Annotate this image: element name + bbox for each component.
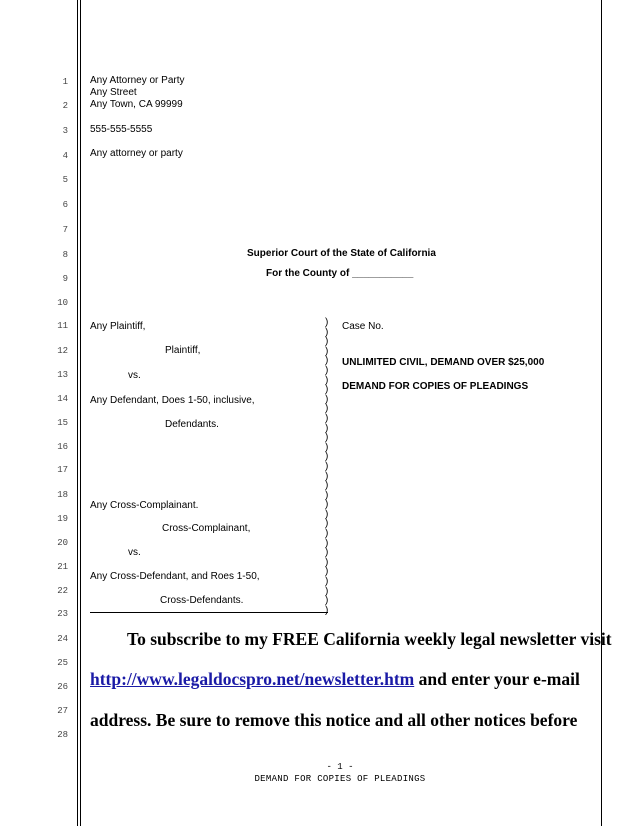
line-number: 20 bbox=[57, 538, 68, 548]
court-name: Superior Court of the State of California bbox=[247, 248, 436, 259]
plaintiff-role: Plaintiff, bbox=[165, 345, 201, 356]
caption-paren: ) bbox=[325, 604, 329, 616]
caption-paren: ) bbox=[325, 489, 329, 501]
line-number: 18 bbox=[57, 490, 68, 500]
notice-line-2 bbox=[90, 669, 580, 690]
caption-paren: ) bbox=[325, 480, 329, 492]
defendant-role: Defendants. bbox=[165, 419, 219, 430]
notice-line-1: To subscribe to my FREE California weekly legal newsletter visit bbox=[127, 629, 612, 649]
line-number: 11 bbox=[57, 321, 68, 331]
caption-paren: ) bbox=[325, 566, 329, 578]
notice-line-3: address. Be sure to remove this notice and all other notices before bbox=[90, 710, 578, 730]
caption-paren: ) bbox=[325, 317, 329, 328]
line-number: 28 bbox=[57, 730, 68, 740]
cross-complainant-role: Cross-Complainant, bbox=[162, 523, 251, 534]
caption-paren: ) bbox=[325, 470, 329, 482]
line-number: 2 bbox=[62, 101, 68, 111]
line-number: 13 bbox=[57, 370, 68, 380]
notice-line-2-rest: and enter your e-mail bbox=[414, 669, 580, 689]
attorney-for: Any attorney or party bbox=[90, 148, 183, 159]
caption-paren: ) bbox=[325, 364, 329, 376]
caption-paren: ) bbox=[325, 518, 329, 530]
caption-paren-column bbox=[325, 318, 335, 615]
line-number: 19 bbox=[57, 514, 68, 524]
cross-defendant-name: Any Cross-Defendant, and Roes 1-50, bbox=[90, 571, 260, 582]
right-margin-rule bbox=[601, 0, 602, 826]
line-number: 8 bbox=[62, 250, 68, 260]
document-title: DEMAND FOR COPIES OF PLEADINGS bbox=[342, 381, 529, 392]
footer-document-title: DEMAND FOR COPIES OF PLEADINGS bbox=[254, 774, 426, 784]
line-number: 15 bbox=[57, 418, 68, 428]
caption-paren: ) bbox=[325, 422, 329, 434]
line-number: 12 bbox=[57, 346, 68, 356]
caption-paren: ) bbox=[325, 460, 329, 472]
line-number: 23 bbox=[57, 609, 68, 619]
caption-paren: ) bbox=[325, 393, 329, 405]
caption-paren: ) bbox=[325, 355, 329, 367]
caption-paren: ) bbox=[325, 499, 329, 511]
line-number: 24 bbox=[57, 634, 68, 644]
line-number: 21 bbox=[57, 562, 68, 572]
line-number: 3 bbox=[62, 126, 68, 136]
line-number: 14 bbox=[57, 394, 68, 404]
line-number: 17 bbox=[57, 465, 68, 475]
left-margin-rule-outer bbox=[77, 0, 78, 826]
line-number: 27 bbox=[57, 706, 68, 716]
line-number: 4 bbox=[62, 151, 68, 161]
line-number: 16 bbox=[57, 442, 68, 452]
attorney-name: Any Attorney or Party bbox=[90, 75, 185, 86]
line-number: 22 bbox=[57, 586, 68, 596]
caption-paren: ) bbox=[325, 576, 329, 588]
caption-paren: ) bbox=[325, 508, 329, 520]
caption-paren: ) bbox=[325, 595, 329, 607]
line-number: 6 bbox=[62, 200, 68, 210]
line-number: 10 bbox=[57, 298, 68, 308]
caption-paren: ) bbox=[325, 441, 329, 453]
caption-paren: ) bbox=[325, 537, 329, 549]
line-number: 1 bbox=[62, 77, 68, 87]
case-classification: UNLIMITED CIVIL, DEMAND OVER $25,000 bbox=[342, 357, 545, 368]
line-number: 26 bbox=[57, 682, 68, 692]
caption-paren: ) bbox=[325, 345, 329, 357]
caption-paren: ) bbox=[325, 547, 329, 559]
attorney-city: Any Town, CA 99999 bbox=[90, 99, 183, 110]
caption-paren: ) bbox=[325, 585, 329, 597]
caption-paren: ) bbox=[325, 528, 329, 540]
attorney-street: Any Street bbox=[90, 87, 137, 98]
caption-paren: ) bbox=[325, 384, 329, 396]
line-number: 5 bbox=[62, 175, 68, 185]
defendant-name: Any Defendant, Does 1-50, inclusive, bbox=[90, 395, 255, 406]
newsletter-link[interactable]: http://www.legaldocspro.net/newsletter.htm bbox=[90, 669, 415, 689]
left-margin-rule-inner bbox=[80, 0, 81, 826]
caption-paren: ) bbox=[325, 432, 329, 444]
attorney-phone: 555-555-5555 bbox=[90, 124, 153, 135]
caption-paren: ) bbox=[325, 326, 329, 338]
caption-bottom-rule bbox=[90, 612, 328, 613]
line-number: 9 bbox=[62, 274, 68, 284]
caption-paren: ) bbox=[325, 412, 329, 424]
line-number: 7 bbox=[62, 225, 68, 235]
plaintiff-name: Any Plaintiff, bbox=[90, 321, 146, 332]
cross-defendant-role: Cross-Defendants. bbox=[160, 595, 244, 606]
versus-2: vs. bbox=[128, 547, 141, 558]
caption-paren: ) bbox=[325, 403, 329, 415]
line-number: 25 bbox=[57, 658, 68, 668]
caption-paren: ) bbox=[325, 556, 329, 568]
case-number-label: Case No. bbox=[342, 321, 384, 332]
versus-1: vs. bbox=[128, 370, 141, 381]
caption-paren: ) bbox=[325, 374, 329, 386]
footer-page-number: - 1 - bbox=[326, 762, 354, 772]
caption-paren: ) bbox=[325, 451, 329, 463]
caption-paren: ) bbox=[325, 336, 329, 348]
court-county: For the County of ___________ bbox=[266, 268, 414, 279]
cross-complainant-name: Any Cross-Complainant. bbox=[90, 500, 199, 511]
